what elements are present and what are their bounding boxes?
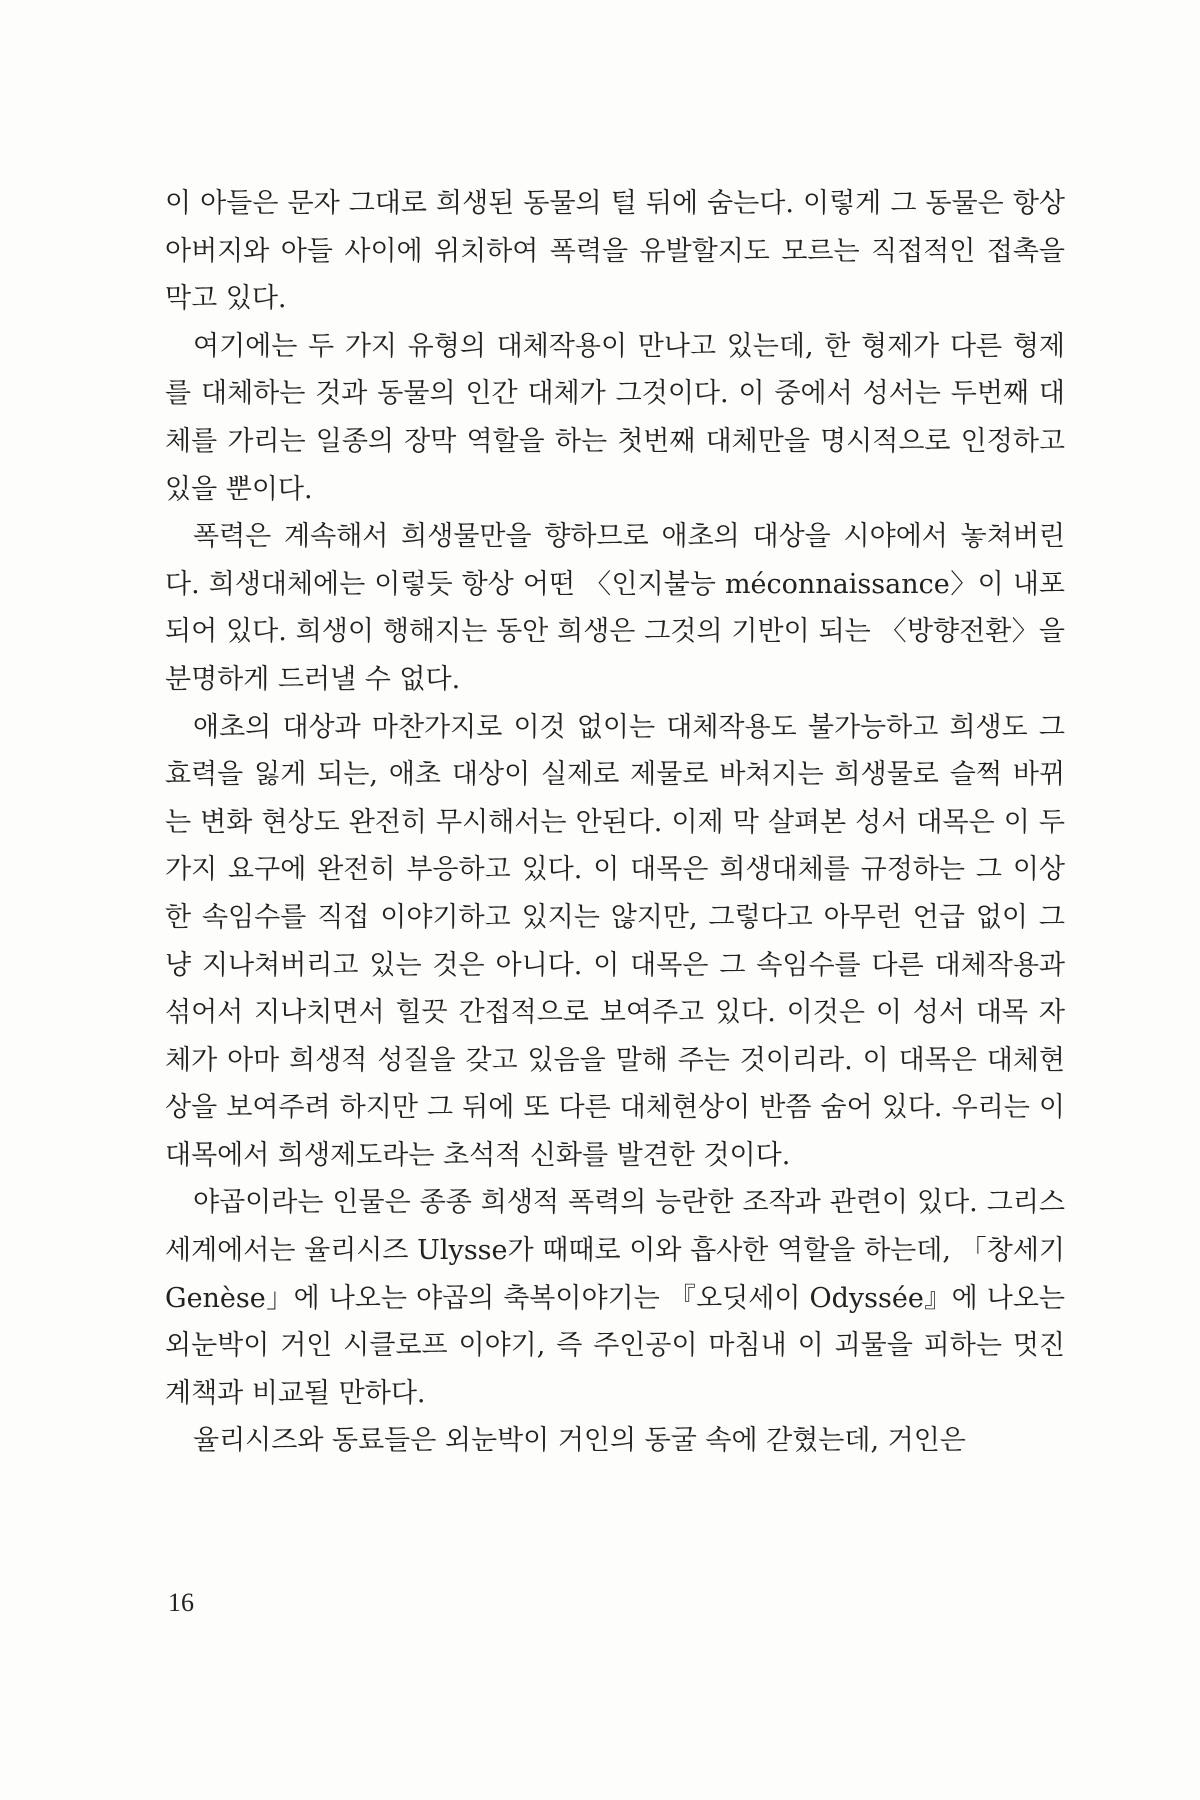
paragraph: 여기에는 두 가지 유형의 대체작용이 만나고 있는데, 한 형제가 다른 형제를 대체하는 것과 동물의 인간 대체가 그것이다. 이 중에서 성서는 두번째 대체를 가리는 일종의 장막 역할을 하는 첫번째 대체만을 명시적으로 인정하고 있을 뿐이다. (165, 330, 1065, 505)
body-text (165, 180, 1065, 1465)
paragraph: 야곱이라는 인물은 종종 희생적 폭력의 능란한 조작과 관련이 있다. 그리스 세계에서는 율리시즈 Ulysse가 때때로 이와 흡사한 역할을 하는데, 「창세기 Genèse」에 나오는 야곱의 축복이야기는 『오딧세이 Odyssée』에 나오는 외눈박이 거인 시클로프 이야기, 즉 주인공이 마침내 이 괴물을 피하는 멋진 계책과 비교될 만하다. (165, 1187, 1065, 1409)
page-number: 16 (168, 1588, 194, 1617)
paragraph: 율리시즈와 동료들은 외눈박이 거인의 동굴 속에 갇혔는데, 거인은 (193, 1425, 966, 1457)
paragraph: 폭력은 계속해서 희생물만을 향하므로 애초의 대상을 시야에서 놓쳐버린다. 희생대체에는 이렇듯 항상 어떤 〈인지불능 méconnaissance〉이 내포되어 있다. 희생이 행해지는 동안 희생은 그것의 기반이 되는 〈방향전환〉을 분명하게 드러낼 수 없다. (165, 521, 1065, 695)
paragraph: 애초의 대상과 마찬가지로 이것 없이는 대체작용도 불가능하고 희생도 그 효력을 잃게 되는, 애초 대상이 실제로 제물로 바쳐지는 희생물로 슬쩍 바뀌는 변화 현상도 완전히 무시해서는 안된다. 이제 막 살펴본 성서 대목은 이 두 가지 요구에 완전히 부응하고 있다. 이 대목은 희생대체를 규정하는 그 이상한 속임수를 직접 이야기하고 있지는 않지만, 그렇다고 아무런 언급 없이 그냥 지나쳐버리고 있는 것은 아니다. 이 대목은 그 속임수를 다른 대체작용과 섞어서 지나치면서 힐끗 간접적으로 보여주고 있다. 이것은 이 성서 대목 자체가 아마 희생적 성질을 갖고 있음을 말해 주는 것이리라. 이 대목은 대체현상을 보여주려 하지만 그 뒤에 또 다른 대체현상이 반쯤 숨어 있다. 우리는 이 대목에서 희생제도라는 초석적 신화를 발견한 것이다. (165, 711, 1065, 1171)
paragraph: 이 아들은 문자 그대로 희생된 동물의 털 뒤에 숨는다. 이렇게 그 동물은 항상 아버지와 아들 사이에 위치하여 폭력을 유발할지도 모르는 직접적인 접촉을 막고 있다. (165, 188, 1065, 315)
